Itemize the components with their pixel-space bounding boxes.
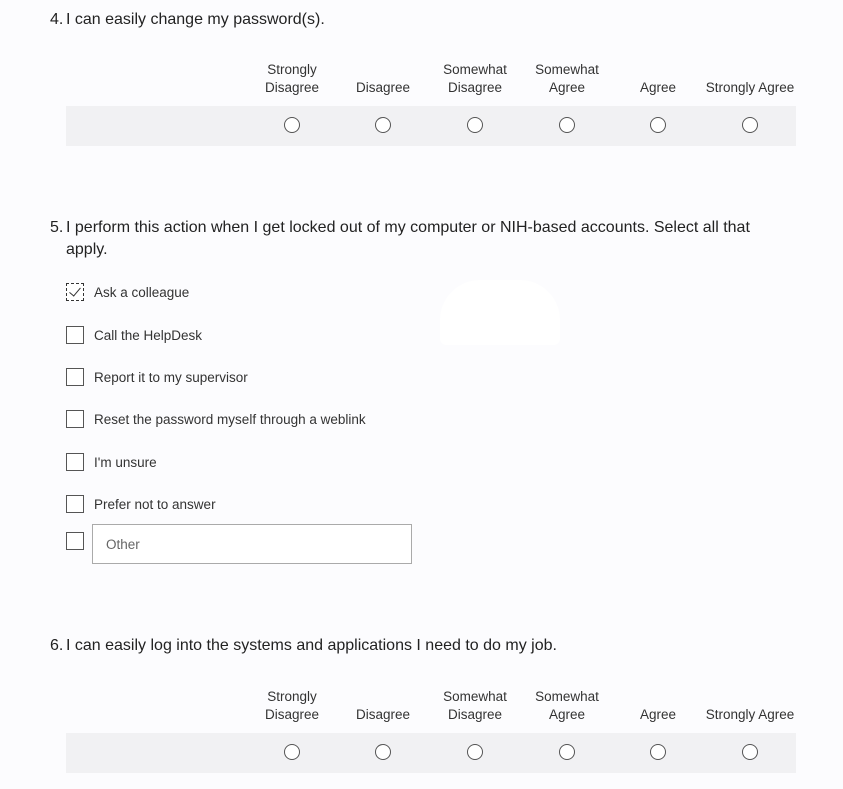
option-label: Prefer not to answer [94,496,216,512]
checkbox[interactable] [66,368,84,386]
checkbox[interactable] [66,410,84,428]
radio-disagree[interactable] [375,744,391,760]
likert-col-disagree: Disagree [355,707,411,722]
option-label: Call the HelpDesk [94,327,203,343]
decorative-cloud-shape [440,280,560,345]
option-reset-password[interactable] [66,410,366,428]
checkbox[interactable] [66,326,84,344]
checkbox[interactable] [66,495,84,513]
likert-col-strongly-agree: Strongly Agree [705,80,795,95]
checkbox[interactable] [66,532,84,550]
option-label: Report it to my supervisor [94,369,248,385]
option-prefer-not-answer[interactable] [66,495,216,513]
question-6-title [50,635,776,657]
radio-agree[interactable] [650,744,666,760]
question-number: 6. [50,637,64,654]
likert-header [246,684,796,724]
likert-col-agree: Agree [639,80,677,95]
question-text: I can easily change my password(s). [66,11,325,28]
likert-radio-row [66,733,796,773]
likert-col-strongly-disagree: Strongly Disagree [264,62,320,95]
radio-strongly-disagree[interactable] [284,744,300,760]
question-number: 4. [50,11,64,28]
option-label: Reset the password myself through a weblink [94,411,366,427]
radio-somewhat-disagree[interactable] [467,744,483,760]
likert-col-somewhat-agree: Somewhat Agree [535,62,599,95]
likert-col-somewhat-disagree: Somewhat Disagree [443,62,507,95]
option-ask-colleague[interactable] [66,283,189,301]
question-text: I perform this action when I get locked out of my computer or NIH-based accounts. Select all that apply. [66,219,750,258]
likert-col-somewhat-agree: Somewhat Agree [535,689,599,722]
option-call-helpdesk[interactable] [66,326,202,344]
likert-col-agree: Agree [639,707,677,722]
checkbox[interactable] [66,283,84,301]
question-number: 5. [50,219,64,236]
question-text: I can easily log into the systems and applications I need to do my job. [66,637,557,654]
option-other[interactable] [66,532,84,550]
likert-col-strongly-disagree: Strongly Disagree [264,689,320,722]
likert-col-strongly-agree: Strongly Agree [705,707,795,722]
radio-strongly-agree[interactable] [742,744,758,760]
option-report-supervisor[interactable] [66,368,248,386]
likert-col-somewhat-disagree: Somewhat Disagree [443,689,507,722]
other-text-input[interactable] [92,524,412,564]
radio-somewhat-agree[interactable] [559,744,575,760]
option-label: I'm unsure [94,454,157,470]
question-5-title [50,217,776,261]
likert-col-disagree: Disagree [355,80,411,95]
option-unsure[interactable] [66,453,157,471]
checkbox[interactable] [66,453,84,471]
option-label: Ask a colleague [94,284,190,300]
